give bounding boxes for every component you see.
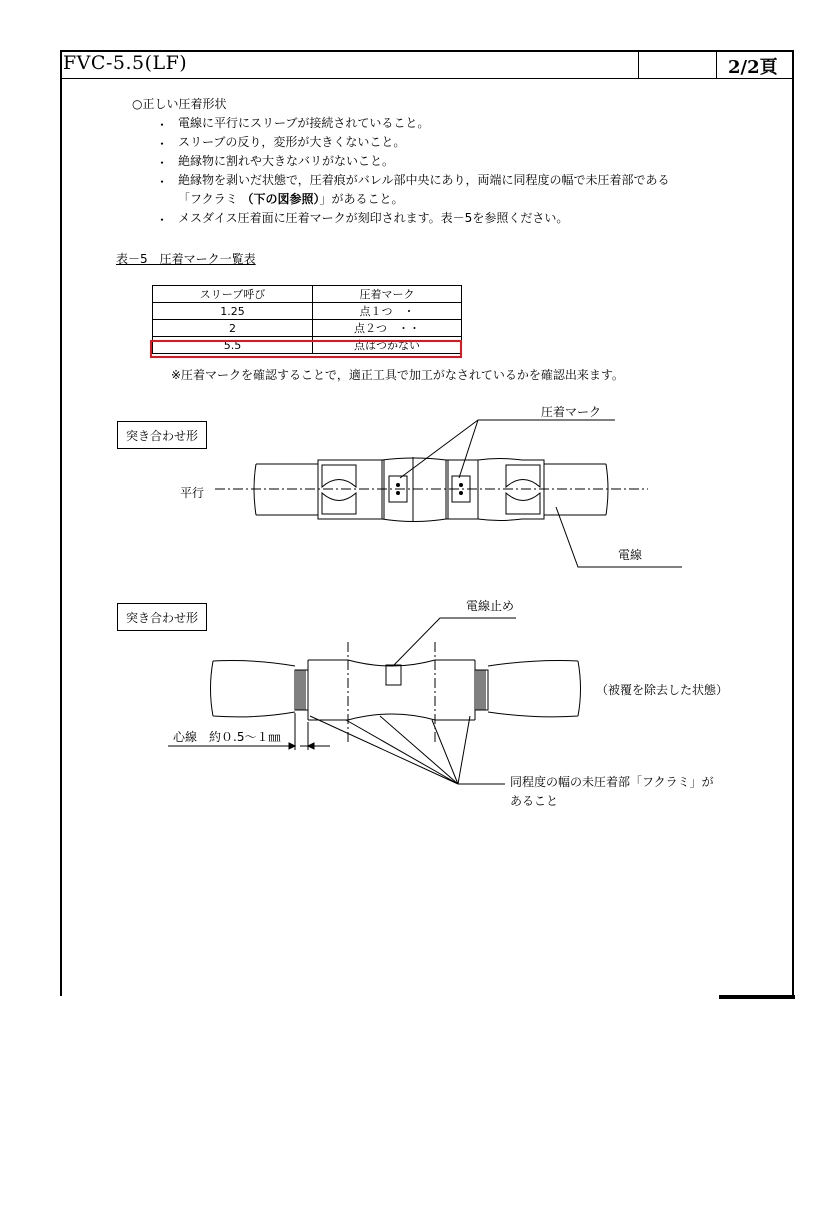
diagram2-sleeve <box>211 660 581 720</box>
bullet-marker: ・ <box>156 118 169 132</box>
table-cell: 2 <box>153 320 313 337</box>
parallel-label: 平行 <box>180 486 205 500</box>
bullet-continuation: 「フクラミ （下の図参照）」があること。 <box>178 192 404 206</box>
table-note: ※圧着マークを確認することで，適正工具で加工がなされているかを確認出来ます。 <box>171 368 624 382</box>
bullet-marker: ・ <box>156 156 169 170</box>
document-title: FVC-5.5(LF) <box>63 52 188 74</box>
bold-reference: （下の図参照） <box>241 192 320 206</box>
table-cell: 5.5 <box>153 337 313 354</box>
stripped-state-label: （被覆を除去した状態） <box>596 683 729 697</box>
bullet-text: 絶縁物に割れや大きなバリがないこと。 <box>178 154 395 168</box>
bullet-text: 電線に平行にスリーブが接続されていること。 <box>178 116 430 130</box>
bullet-marker: ・ <box>156 175 169 189</box>
column-header: 圧着マーク <box>313 286 462 303</box>
section-heading: ○正しい圧着形状 <box>132 97 227 111</box>
bullet-marker: ・ <box>156 137 169 151</box>
table-cell: 1.25 <box>153 303 313 320</box>
column-header: スリーブ呼び <box>153 286 313 303</box>
bullet-marker: ・ <box>156 213 169 227</box>
bullet-text: メスダイス圧着面に圧着マークが刻印されます。表－5を参照ください。 <box>178 211 569 225</box>
table-caption: 表－5 圧着マーク一覧表 <box>116 252 256 266</box>
wire-label: 電線 <box>618 548 643 562</box>
page-number: 2/2頁 <box>728 57 778 78</box>
core-length-label: 心線 約０.5～１㎜ <box>173 730 281 744</box>
bulge-label: 同程度の幅の未圧着部「フクラミ」が <box>510 775 714 789</box>
table-cell: 点はつかない <box>313 337 462 354</box>
bullet-text: 絶縁物を剥いだ状態で，圧着痕がバレル部中央にあり，両端に同程度の幅で未圧着部である <box>178 173 670 187</box>
wire-stop-label: 電線止め <box>466 599 515 613</box>
mark-leader <box>400 420 615 478</box>
diagram1-type-label: 突き合わせ形 <box>117 421 207 449</box>
stop-leader <box>394 618 516 665</box>
table-cell: 点２つ ・・ <box>313 320 462 337</box>
bulge-label-cont: あること <box>510 794 559 808</box>
diagram2-type-label: 突き合わせ形 <box>117 603 207 631</box>
table-cell: 点１つ ・ <box>313 303 462 320</box>
bullet-text: スリーブの反り，変形が大きくないこと。 <box>178 135 406 149</box>
crimp-mark-label: 圧着マーク <box>541 405 602 419</box>
